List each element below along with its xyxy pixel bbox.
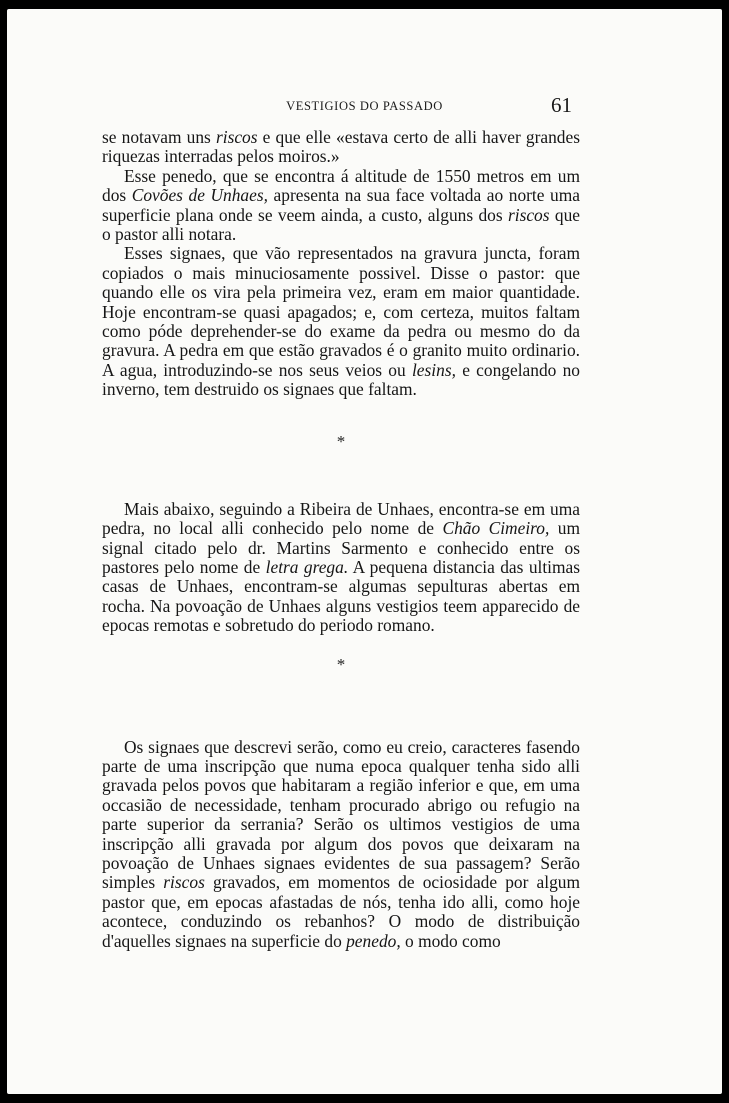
text-run: A pequena distancia das ultimas casas de Unhaes, encontram-se algumas sepulturas abertas em rocha. Na povoação de Unhaes alguns vestigios teem apparecido de epocas remotas e sobretudo do periodo romano. (102, 556, 581, 636)
italic-text: penedo, (346, 930, 401, 951)
text-run: Mais abaixo, seguindo a Ribeira de Unhaes, encontra-se em uma pedra, no local alli conhecido pelo nome de (102, 498, 580, 539)
paragraph (102, 244, 580, 399)
text-run: Os signaes que descrevi serão, como eu creio, caracteres fasendo parte de uma inscripção que numa epoca qualquer tenha sido alli gravada pelos povos que habitaram a região inferior e que, em uma occasião de necessidade, tenham procurado abrigo ou refugio na parte superior da serrania? Serão os ultimos vestigios de uma inscripção alli gravada por algum dos povos que deixaram na povoação de Unhaes signaes evidentes de sua passagem? Serão simples (102, 736, 580, 893)
text-run: que o pastor alli notara. (102, 204, 580, 245)
section-separator (102, 636, 580, 738)
text-run: o modo como (400, 930, 501, 951)
text-run: se notavam uns (102, 127, 216, 147)
asterisk-separator: * (336, 431, 346, 451)
body-text (102, 128, 580, 951)
italic-text: letra grega. (265, 556, 349, 577)
italic-text: riscos (163, 872, 205, 893)
text-run: apresenta na sua face voltada ao norte uma superficie plana onde se veem ainda, a custo, alguns dos (102, 185, 580, 225)
running-head: VESTIGIOS DO PASSADO (286, 99, 443, 113)
text-run: um signal citado pelo dr. Martins Sarmento e conhecido entre os pastores pelo nome de (102, 518, 581, 577)
paragraph (102, 738, 580, 951)
italic-text: riscos (215, 127, 258, 147)
paragraph (102, 128, 580, 167)
italic-text: riscos (507, 204, 550, 225)
text-run: e que elle «estava certo de alli haver grandes riquezas interradas pelos moiros.» (102, 127, 580, 167)
book-page (7, 9, 722, 1094)
italic-text: Chão Cimeiro, (442, 518, 550, 539)
page-number: 61 (551, 93, 572, 117)
text-run: Esse penedo, que se encontra á altitude de 1550 metros em um dos (102, 165, 580, 206)
text-run: Esses signaes, que vão representados na gravura juncta, foram copiados o mais minuciosamente possivel. Disse o pastor: que quando elle os vira pela primeira vez, eram em maior quantidade. Hoje encontram-se quasi apagados; e, com certeza, muitos faltam como póde deprehender-se do exame da pedra ou mesmo do da gravura. A pedra em que estão gravados é o granito muito ordinario. A agua, introduzindo-se nos seus veios ou (102, 243, 580, 380)
asterisk-separator: * (336, 654, 346, 674)
text-run: gravados, em momentos de ociosidade por algum pastor que, em epocas afastadas de nós, tenha ido alli, como hoje acontece, conduzindo os rebanhos? O modo de distribuição d'aquelles signaes na superficie do (102, 872, 580, 951)
italic-text: Covões de Unhaes, (131, 185, 268, 206)
italic-text: lesins, (411, 359, 456, 380)
page-header (7, 93, 722, 115)
section-separator (102, 400, 580, 500)
paragraph (102, 167, 580, 245)
text-run: e congelando no inverno, tem destruido os signaes que faltam. (102, 359, 580, 400)
paragraph (102, 500, 580, 636)
